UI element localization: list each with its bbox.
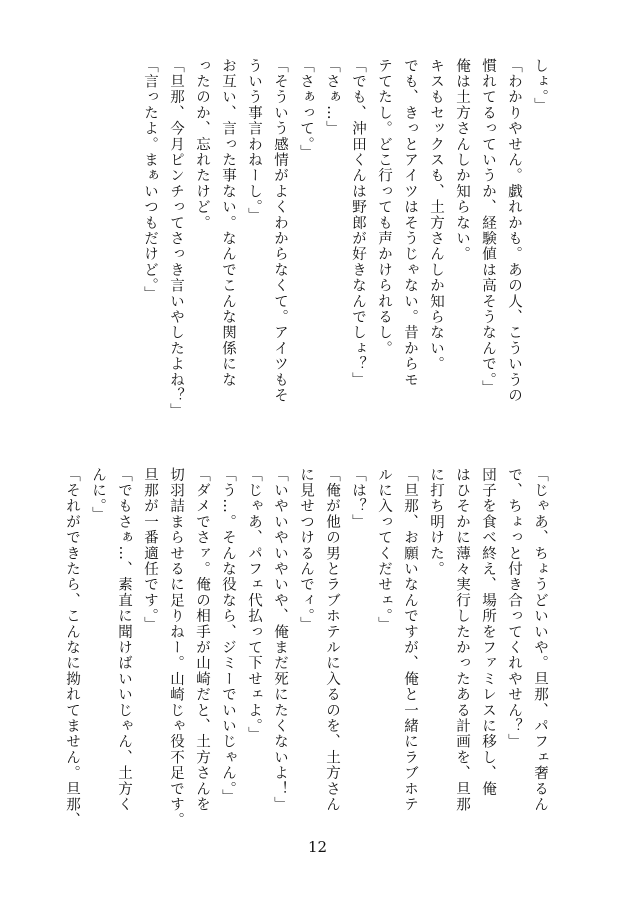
text-line: 「じゃあ、パフェ代払って下せェよ。」 [246, 467, 262, 743]
text-line: 「旦那、今月ピンチってさっき言いやしたよね？」 [168, 58, 184, 420]
upper-text-block [137, 58, 553, 430]
text-line: ういう事言わねーし。」 [246, 58, 262, 224]
text-line: 旦那が一番適任です。」 [142, 467, 158, 633]
text-line: 俺は土方さんしか知らない。 [454, 58, 470, 263]
text-line: 「それができたら、こんなに拗れてません。旦那、 [64, 467, 80, 829]
text-line: 「そういう感情がよくわからなくて。アイツもそ [272, 58, 288, 404]
text-line: 「いやいやいやいや、俺まだ死にたくないよ！」 [272, 467, 288, 813]
text-line: 「は？」 [350, 467, 366, 530]
text-line: 「ダメでさァ。俺の相手が山崎だと、土方さんを [194, 467, 210, 813]
text-line: でも、きっとアイツはそうじゃない。昔からモ [402, 58, 418, 388]
text-line: んに。」 [90, 467, 106, 523]
text-line: 「でもさぁ…、素直に聞けばいいじゃん、土方く [116, 467, 132, 813]
text-line: ルに入ってくだせェ。」 [376, 467, 392, 633]
text-line: 「じゃあ、ちょうどいいや。旦那、パフェ奢るん [532, 467, 548, 813]
text-line: 「わかりやせん。戯れかも。あの人、こういうの [506, 58, 522, 404]
text-line: に見せつけるんでィ。」 [298, 467, 314, 633]
text-line: お互い、言った事ない。なんでこんな関係にな [220, 58, 236, 388]
text-line: はひそかに薄々実行したかったある計画を、旦那 [454, 467, 470, 813]
text-line: で、ちょっと付き合ってくれやせん？」 [506, 467, 522, 750]
text-line: 「言ったよ。まぁいつもだけど。」 [142, 58, 158, 302]
text-line: キスもセックスも、土方さんしか知らない。 [428, 58, 444, 372]
text-line: 「俺が他の男とラブホテルに入るのを、土方さん [324, 467, 340, 813]
text-line: に打ち明けた。 [428, 467, 444, 577]
text-line: しょ。」 [532, 58, 548, 114]
text-line: 「旦那、お願いなんですが、俺と一緒にラブホテ [402, 467, 418, 813]
text-line: 「う…。そんな役なら、ジミーでいいじゃん。」 [220, 467, 236, 806]
text-line: 団子を食べ終え、場所をファミレスに移し、俺 [480, 467, 496, 797]
text-line: テてたし。どこ行っても声かけられるし。 [376, 58, 392, 357]
lower-text-block [59, 467, 553, 839]
text-line: 「さぁ…」 [324, 58, 340, 137]
text-line: ったのか、忘れたけど。 [194, 58, 210, 231]
text-line: 慣れてるっていうか、経験値は高そうなんで。」 [480, 58, 496, 397]
page-number: 12 [307, 838, 328, 856]
text-line: 「でも、沖田くんは野郎が好きなんでしょ？」 [350, 58, 366, 388]
text-line: 切羽詰まらせるに足りねー。山崎じゃ役不足です。 [168, 467, 184, 829]
text-line: 「さぁって。」 [298, 58, 314, 161]
